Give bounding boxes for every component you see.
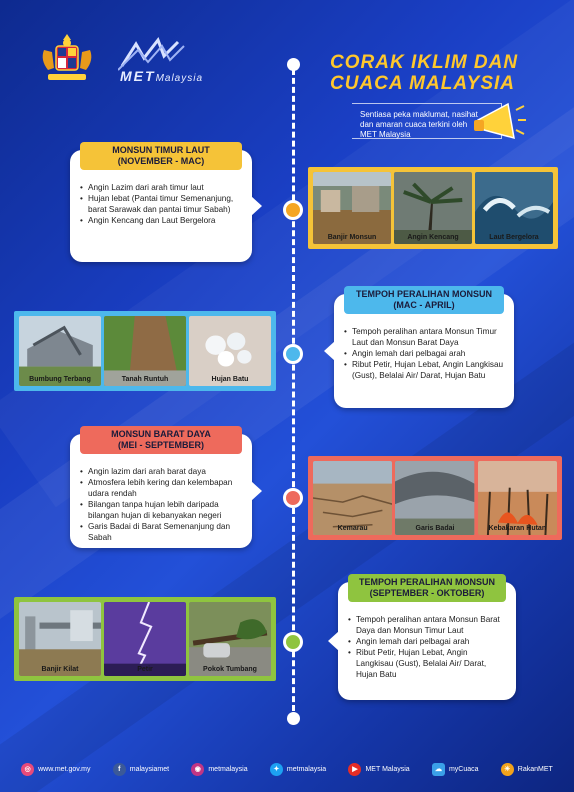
megaphone-icon <box>470 98 526 148</box>
timeline-dot-peralihan-mac-april <box>283 344 303 364</box>
footer-link-mycuaca[interactable]: ☁ myCuaca <box>432 763 479 776</box>
timeline-line <box>292 60 295 720</box>
footer-social-links <box>0 754 574 784</box>
list-item: • Garis Badai di Barat Semenanjung dan Sabah <box>80 521 242 543</box>
section-list <box>348 614 506 680</box>
footer-link-youtube[interactable]: ▶ MET Malaysia <box>348 763 409 776</box>
card-pointer <box>251 481 262 501</box>
page-title: CORAK IKLIM DAN CUACA MALAYSIA <box>330 52 519 94</box>
section-list <box>80 466 242 543</box>
rakanmet-icon: ☀ <box>501 763 514 776</box>
section-list <box>80 182 242 226</box>
list-item: • Atmosfera lebih kering dan kelembapan udara rendah <box>80 477 242 499</box>
photo-strip-monsun-barat-daya <box>308 456 562 540</box>
section-heading: TEMPOH PERALIHAN MONSUN (SEPTEMBER - OKTOBER) <box>348 574 506 602</box>
footer-link-website[interactable]: ◎ www.met.gov.my <box>21 763 90 776</box>
photo-kebakaran-hutan: Kebakaran Hutan <box>478 461 557 535</box>
photo-banjir-kilat: Banjir Kilat <box>19 602 101 676</box>
globe-icon: ◎ <box>21 763 34 776</box>
instagram-icon: ◉ <box>191 763 204 776</box>
photo-banjir-monsun: Banjir Monsun <box>313 172 391 244</box>
timeline-dot-monsun-timur-laut <box>283 200 303 220</box>
card-pointer <box>328 631 339 651</box>
met-logo-text: METMalaysia <box>120 68 204 84</box>
section-list <box>344 326 504 381</box>
photo-hujan-batu: Hujan Batu <box>189 316 271 386</box>
photo-garis-badai: Garis Badai <box>395 461 474 535</box>
list-item: • Hujan lebat (Pantai timur Semenanjung, barat Sarawak dan pantai timur Sabah) <box>80 193 242 215</box>
photo-pokok-tumbang: Pokok Tumbang <box>189 602 271 676</box>
timeline-start-cap <box>287 58 300 71</box>
footer-link-twitter[interactable]: ✦ metmalaysia <box>270 763 326 776</box>
list-item: • Angin lemah dari pelbagai arah <box>344 348 504 359</box>
list-item: • Angin Lazim dari arah timur laut <box>80 182 242 193</box>
list-item: • Ribut Petir, Hujan Lebat, Angin Langkisau (Gust), Belalai Air/ Darat, Hujan Batu <box>348 647 506 680</box>
photo-strip-peralihan-mac-april <box>14 311 276 391</box>
list-item: • Bilangan tanpa hujan lebih daripada bilangan hujan di kebanyakan negeri <box>80 499 242 521</box>
list-item: • Tempoh peralihan antara Monsun Timur Laut dan Monsun Barat Daya <box>344 326 504 348</box>
photo-strip-monsun-timur-laut <box>308 167 558 249</box>
section-card-monsun-timur-laut <box>70 145 252 262</box>
section-card-peralihan-sept-okt <box>338 577 516 700</box>
section-card-monsun-barat-daya <box>70 429 252 548</box>
list-item: • Angin lazim dari arah barat daya <box>80 466 242 477</box>
timeline-end-cap <box>287 712 300 725</box>
malaysia-coat-of-arms-logo <box>36 30 98 86</box>
card-pointer <box>251 196 262 216</box>
list-item: • Angin lemah dari pelbagai arah <box>348 636 506 647</box>
list-item: • Ribut Petir, Hujan Lebat, Angin Langkisau (Gust), Belalai Air/ Darat, Hujan Batu <box>344 359 504 381</box>
photo-petir: Petir <box>104 602 186 676</box>
photo-laut-bergelora: Laut Bergelora <box>475 172 553 244</box>
photo-angin-kencang: Angin Kencang <box>394 172 472 244</box>
page-subtitle: Sentiasa peka maklumat, nasihat dan amaran cuaca terkini oleh MET Malaysia <box>360 110 478 139</box>
mycuaca-icon: ☁ <box>432 763 445 776</box>
section-card-peralihan-mac-april <box>334 289 514 408</box>
twitter-icon: ✦ <box>270 763 283 776</box>
section-heading: TEMPOH PERALIHAN MONSUN (MAC - APRIL) <box>344 286 504 314</box>
photo-strip-peralihan-sept-okt <box>14 597 276 681</box>
photo-tanah-runtuh: Tanah Runtuh <box>104 316 186 386</box>
footer-link-instagram[interactable]: ◉ metmalaysia <box>191 763 247 776</box>
footer-link-facebook[interactable]: f malaysiamet <box>113 763 169 776</box>
list-item: • Tempoh peralihan antara Monsun Barat Daya dan Monsun Timur Laut <box>348 614 506 636</box>
card-pointer <box>324 341 335 361</box>
footer-link-rakanmet[interactable]: ☀ RakanMET <box>501 763 553 776</box>
list-item: • Angin Kencang dan Laut Bergelora <box>80 215 242 226</box>
youtube-icon: ▶ <box>348 763 361 776</box>
photo-bumbung-terbang: Bumbung Terbang <box>19 316 101 386</box>
section-heading: MONSUN TIMUR LAUT (NOVEMBER - MAC) <box>80 142 242 170</box>
section-heading: MONSUN BARAT DAYA (MEI - SEPTEMBER) <box>80 426 242 454</box>
timeline-dot-monsun-barat-daya <box>283 488 303 508</box>
timeline-dot-peralihan-sept-okt <box>283 632 303 652</box>
photo-kemarau: Kemarau <box>313 461 392 535</box>
facebook-icon: f <box>113 763 126 776</box>
